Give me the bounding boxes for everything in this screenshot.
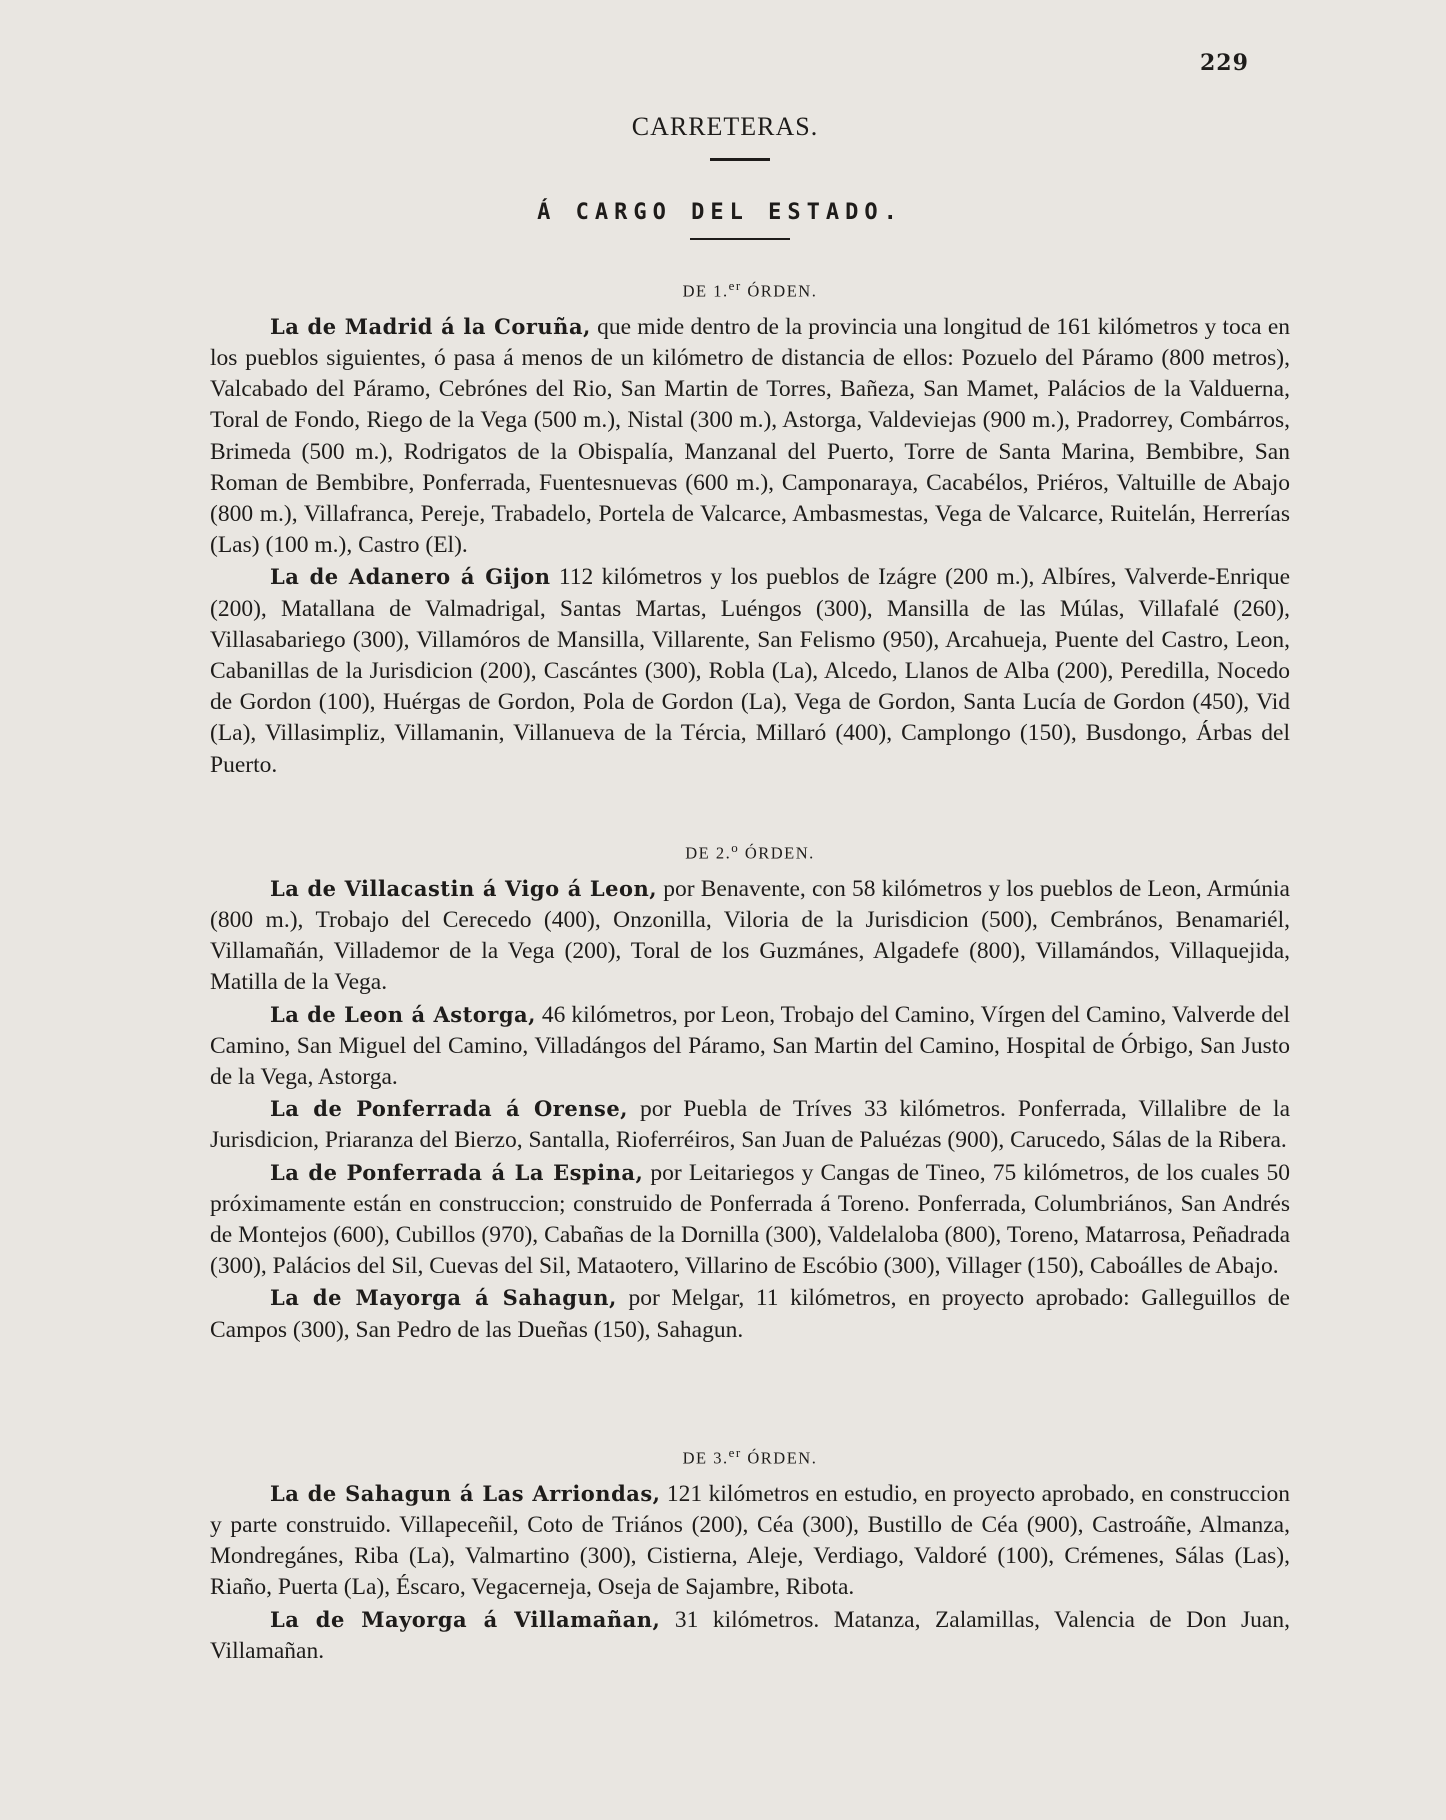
road-description: por Puebla de Tríves 33 kilómetros. Ponferrada, Villalibre de la Jurisdicion, Priaranza del Bierzo, Santalla, Rioferréiros, San Juan de Paluézas (900), Carucedo, Sálas de la Ribera. xyxy=(210,1096,1291,1154)
road-entry xyxy=(210,1604,1290,1667)
road-entry xyxy=(210,1157,1290,1283)
section-first-order xyxy=(210,270,1290,781)
subtitle-divider xyxy=(690,238,790,240)
road-name: La de Adanero á Gijon xyxy=(270,564,551,590)
road-description: por Melgar, 11 kilómetros, en proyecto aprobado: Galleguillos de Campos (300), San Pedro de las Dueñas (150), Sahagun. xyxy=(210,1285,1290,1343)
road-description: por Benavente, con 58 kilómetros y los pueblos de Leon, Armúnia (800 m.), Trobajo del Cerecedo (400), Onzonilla, Viloria de la Jurisdicion (500), Cembrános, Benamariél, Villamañán, Villademor de la Vega (200), Toral de los Guzmánes, Algadefe (800), Villamándos, Villaquejida, Matilla de la Vega. xyxy=(210,875,1290,996)
road-name: La de Leon á Astorga, xyxy=(270,1001,536,1027)
road-description: 46 kilómetros, por Leon, Trobajo del Camino, Vírgen del Camino, Valverde del Camino, San Miguel del Camino, Villadángos del Páramo, San Martin del Camino, Hospital de Órbigo, San Justo de la Vega, Astorga. xyxy=(210,1001,1290,1090)
road-description: por Leitariegos y Cangas de Tineo, 75 kilómetros, de los cuales 50 próximamente están en construccion; construido de Ponferrada á Toreno. Ponferrada, Columbriános, San Andrés de Montejos (600), Cubillos (970), Cabañas de la Dornilla (300), Valdelaloba (800), Toreno, Matarrosa, Peñadrada (300), Palácios del Sil, Cuevas del Sil, Mataotero, Villarino de Escóbio (300), Villager (150), Caboálles de Abajo. xyxy=(210,1159,1290,1280)
road-description: que mide dentro de la provincia una longitud de 161 kilómetros y toca en los pueblos siguientes, ó pasa á menos de un kilómetro de distancia de ellos: Pozuelo del Páramo (800 metros), Valcabado del Páramo, Cebrónes del Rio, San Martin de Torres, Bañeza, San Mamet, Palácios de la Valduerna, Toral de Fondo, Riego de la Vega (500 m.), Nistal (300 m.), Astorga, Valdeviejas (900 m.), Pradorrey, Combárros, Brimeda (500 m.), Rodrigatos de la Obispalía, Manzanal del Puerto, Torre de Santa Marina, Bembibre, San Roman de Bembibre, Ponferrada, Fuentesnuevas (600 m.), Camponaraya, Cacabélos, Priéros, Valtuille de Abajo (800 m.), Villafranca, Pereje, Trabadelo, Portela de Valcarce, Ambasmestas, Vega de Valcarce, Ruitelán, Herrerías (Las) (100 m.), Castro (El). xyxy=(210,313,1291,559)
section-heading: DE 1.$^{er}$ ÓRDEN. xyxy=(682,278,818,301)
section-heading: DE 3.$^{er}$ ÓRDEN. xyxy=(682,1445,818,1468)
road-name: La de Madrid á la Coruña, xyxy=(270,313,591,339)
road-entry xyxy=(210,1478,1290,1604)
section-third-order xyxy=(210,1437,1290,1667)
road-name: La de Ponferrada á La Espina, xyxy=(270,1159,644,1185)
road-name: La de Mayorga á Villamañan, xyxy=(270,1606,661,1632)
section-second-order xyxy=(210,832,1290,1346)
page-number: 229 xyxy=(1200,50,1249,76)
road-entry xyxy=(210,873,1290,999)
road-description: 112 kilómetros y los pueblos de Izágre (200 m.), Albíres, Valverde-Enrique (200), Matallana de Valmadrigal, Santas Martas, Luéngos (300), Mansilla de las Múlas, Villafalé (260), Villasabariego (300), Villamóros de Mansilla, Villarente, San Felismo (950), Arcahueja, Puente del Castro, Leon, Cabanillas de la Jurisdicion (200), Cascántes (300), Robla (La), Alcedo, Llanos de Alba (200), Peredilla, Nocedo de Gordon (100), Huérgas de Gordon, Pola de Gordon (La), Vega de Gordon, Santa Lucía de Gordon (450), Vid (La), Villasimpliz, Villamanin, Villanueva de la Tércia, Millaró (400), Camplongo (150), Busdongo, Árbas del Puerto. xyxy=(210,564,1290,778)
road-entry xyxy=(210,311,1290,562)
section-subtitle: Á CARGO DEL ESTADO. xyxy=(537,200,903,225)
section-heading: DE 2.$^o$ ÓRDEN. xyxy=(685,840,815,863)
road-entry xyxy=(210,999,1290,1094)
page-title: CARRETERAS. xyxy=(631,112,819,141)
road-entry xyxy=(210,1282,1290,1345)
title-divider xyxy=(710,158,770,161)
road-name: La de Ponferrada á Orense, xyxy=(270,1096,628,1122)
road-entry xyxy=(210,561,1290,780)
road-name: La de Mayorga á Sahagun, xyxy=(270,1285,617,1311)
road-name: La de Sahagun á Las Arriondas, xyxy=(270,1480,661,1506)
road-description: 31 kilómetros. Matanza, Zalamillas, Valencia de Don Juan, Villamañan. xyxy=(210,1606,1290,1664)
road-description: 121 kilómetros en estudio, en proyecto aprobado, en construccion y parte construido. Villapeceñil, Coto de Triános (200), Céa (300), Bustillo de Céa (900), Castroáñe, Almanza, Mondregánes, Riba (La), Valmartino (300), Cistierna, Aleje, Verdiago, Valdoré (100), Crémenes, Sálas (Las), Riaño, Puerta (La), Éscaro, Vegacerneja, Oseja de Sajambre, Ribota. xyxy=(210,1480,1290,1601)
road-entry xyxy=(210,1093,1290,1156)
road-name: La de Villacastin á Vigo á Leon, xyxy=(270,875,658,901)
